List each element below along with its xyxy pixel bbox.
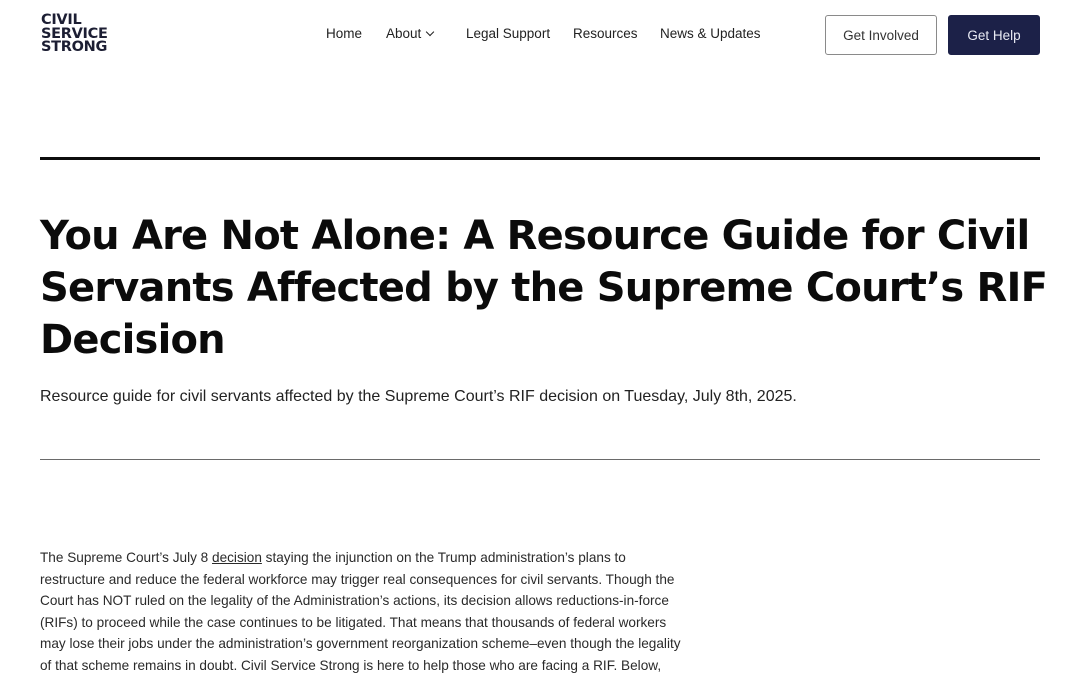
nav-item-news-updates[interactable]: News & Updates (660, 26, 761, 41)
nav-item-home[interactable]: Home (326, 26, 363, 41)
logo-line-2: SERVICE (41, 25, 108, 42)
nav-item-resources[interactable]: Resources (573, 26, 638, 41)
title-divider-thick (40, 157, 1040, 160)
get-help-button[interactable]: Get Help (948, 15, 1040, 55)
site-header (0, 0, 1080, 70)
nav-item-about-label: About (386, 26, 422, 41)
body-text-pre: The Supreme Court’s July 8 (40, 550, 213, 565)
get-involved-button[interactable]: Get Involved (825, 15, 937, 55)
nav-item-about[interactable] (386, 26, 433, 41)
body-line (40, 547, 760, 569)
decision-link[interactable]: decision (212, 550, 262, 565)
body-text-post: staying the injunction on the Trump administration’s plans to (261, 550, 626, 565)
chevron-down-icon (426, 28, 434, 36)
body-line: (RIFs) to proceed while the case continues to be litigated. That means that thousands of federal workers (40, 614, 667, 630)
site-logo[interactable] (41, 14, 108, 55)
logo-line-1: CIVIL (41, 12, 82, 28)
page-title: You Are Not Alone: A Resource Guide for Civil Servants Affected by the Supreme Court’s RIF Decision (40, 213, 1048, 363)
body-line: Court has NOT ruled on the legality of the Administration’s actions, its decision allows reductions-in-force (40, 593, 669, 608)
logo-line-3: STRONG (41, 39, 108, 55)
body-line: may lose their jobs under the administration’s government reorganization scheme–even though the legality (40, 636, 681, 651)
body-line: restructure and reduce the federal workforce may trigger real consequences for civil servants. Though the (40, 571, 675, 587)
body-line: of that scheme remains in doubt. Civil Service Strong is here to help those who are facing a RIF. Below, (40, 657, 662, 673)
article-body (40, 547, 760, 675)
subtitle-divider (40, 459, 1040, 460)
nav-item-legal-support[interactable]: Legal Support (466, 26, 551, 41)
page-subtitle: Resource guide for civil servants affected by the Supreme Court’s RIF decision on Tuesday, July 8th, 2025. (40, 388, 797, 405)
